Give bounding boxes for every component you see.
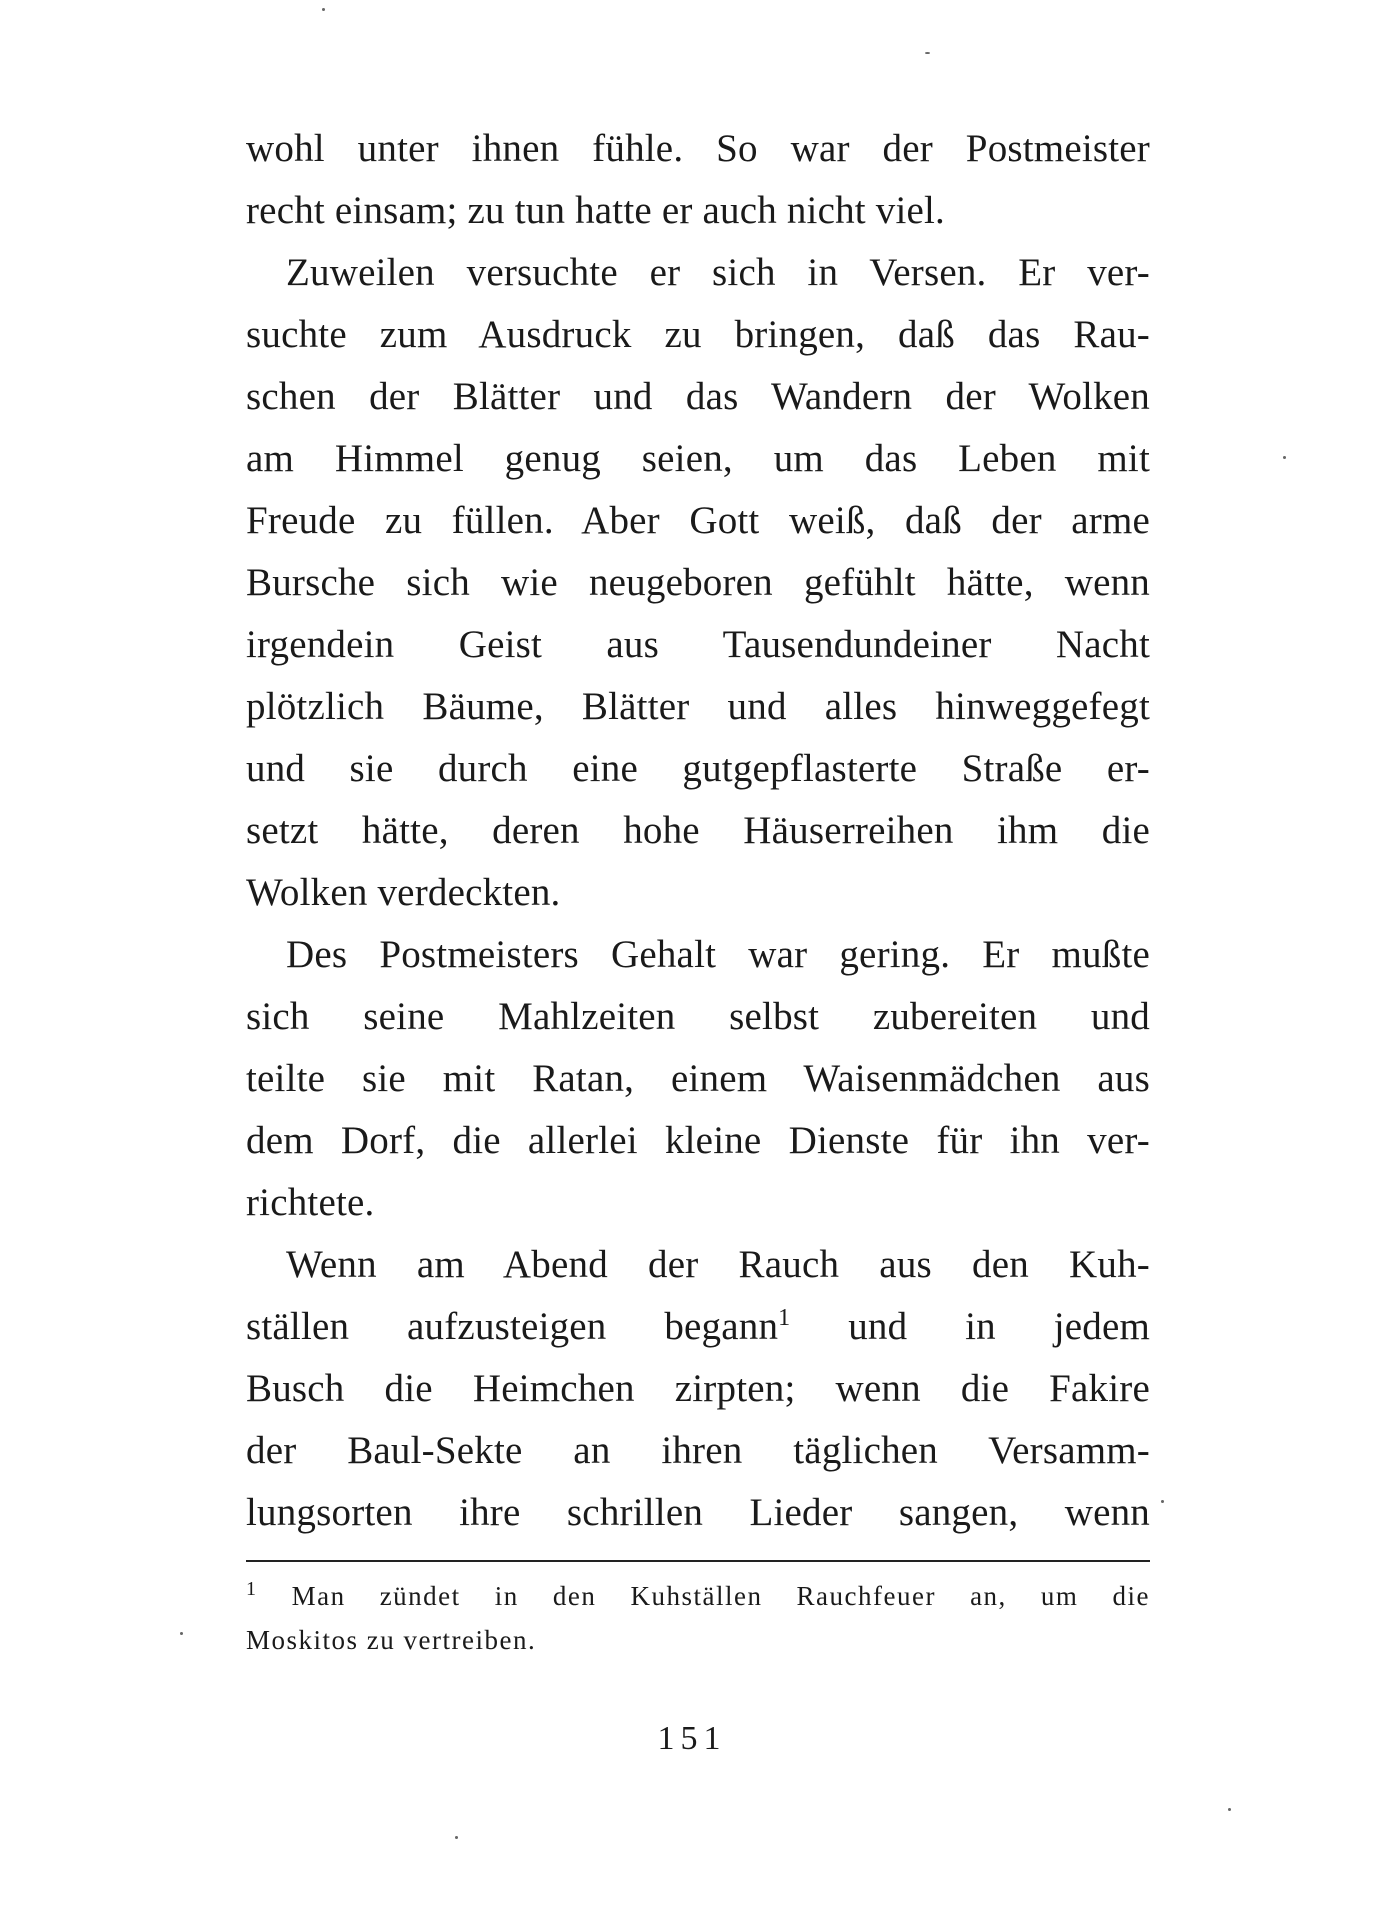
footnote-reference[interactable]: 1 [778,1305,791,1331]
text-line: Wolken verdeckten. [246,871,561,914]
text-line: Zuweilen versuchte er sich in Versen. Er ver- [286,251,1150,294]
text-line: irgendein Geist aus Tausendundeiner Nacht [246,623,1150,666]
text-line: recht einsam; zu tun hatte er auch nicht viel. [246,189,946,232]
text-line: suchte zum Ausdruck zu bringen, daß das Rau- [246,313,1150,356]
text-line: plötzlich Bäume, Blätter und alles hinweggefegt [246,685,1150,728]
scan-speck [455,1836,458,1839]
text-line: schen der Blätter und das Wandern der Wolken [246,375,1150,418]
text-line: setzt hätte, deren hohe Häuserreihen ihm die [246,809,1150,852]
footnote-line [246,1574,1150,1618]
scan-speck [180,1632,183,1635]
text-line: lungsorten ihre schrillen Lieder sangen, wenn [246,1491,1150,1534]
page-number: 151 [657,1720,727,1757]
text-line: Wenn am Abend der Rauch aus den Kuh- [286,1243,1150,1286]
text-line: und sie durch eine gutgepflasterte Straße er- [246,747,1150,790]
text-line: dem Dorf, die allerlei kleine Dienste für ihn ver- [246,1119,1150,1162]
text-line: richtete. [246,1181,375,1224]
text-line: wohl unter ihnen fühle. So war der Postmeister [246,127,1150,170]
text-line: der Baul-Sekte an ihren täglichen Versamm- [246,1429,1150,1472]
text-line: Bursche sich wie neugeboren gefühlt hätte, wenn [246,561,1150,604]
text-line: Des Postmeisters Gehalt war gering. Er mußte [286,933,1150,976]
text-line: sich seine Mahlzeiten selbst zubereiten und [246,995,1150,1038]
scan-speck [1161,1500,1164,1503]
footnote [246,1574,1150,1662]
text-line: teilte sie mit Ratan, einem Waisenmädchen aus [246,1057,1150,1100]
scan-speck [1228,1808,1231,1811]
text-line: Busch die Heimchen zirpten; wenn die Fakire [246,1367,1150,1410]
footnote-divider [246,1560,1150,1562]
scan-speck [1283,456,1286,459]
text-line-with-footnote [246,1296,1150,1358]
footnote-line: Moskitos zu vertreiben. [246,1625,537,1655]
text-line: Freude zu füllen. Aber Gott weiß, daß der arme [246,499,1150,542]
footnote-text: Man zündet in den Kuhställen Rauchfeuer an, um die [291,1581,1151,1611]
text-segment: und in jedem [848,1305,1151,1348]
scan-speck [925,52,930,54]
body-text [246,118,1150,1544]
footnote-marker: 1 [246,1578,258,1600]
scan-speck [322,8,325,11]
text-segment: ställen aufzusteigen begann [246,1305,779,1348]
text-line: am Himmel genug seien, um das Leben mit [246,437,1150,480]
